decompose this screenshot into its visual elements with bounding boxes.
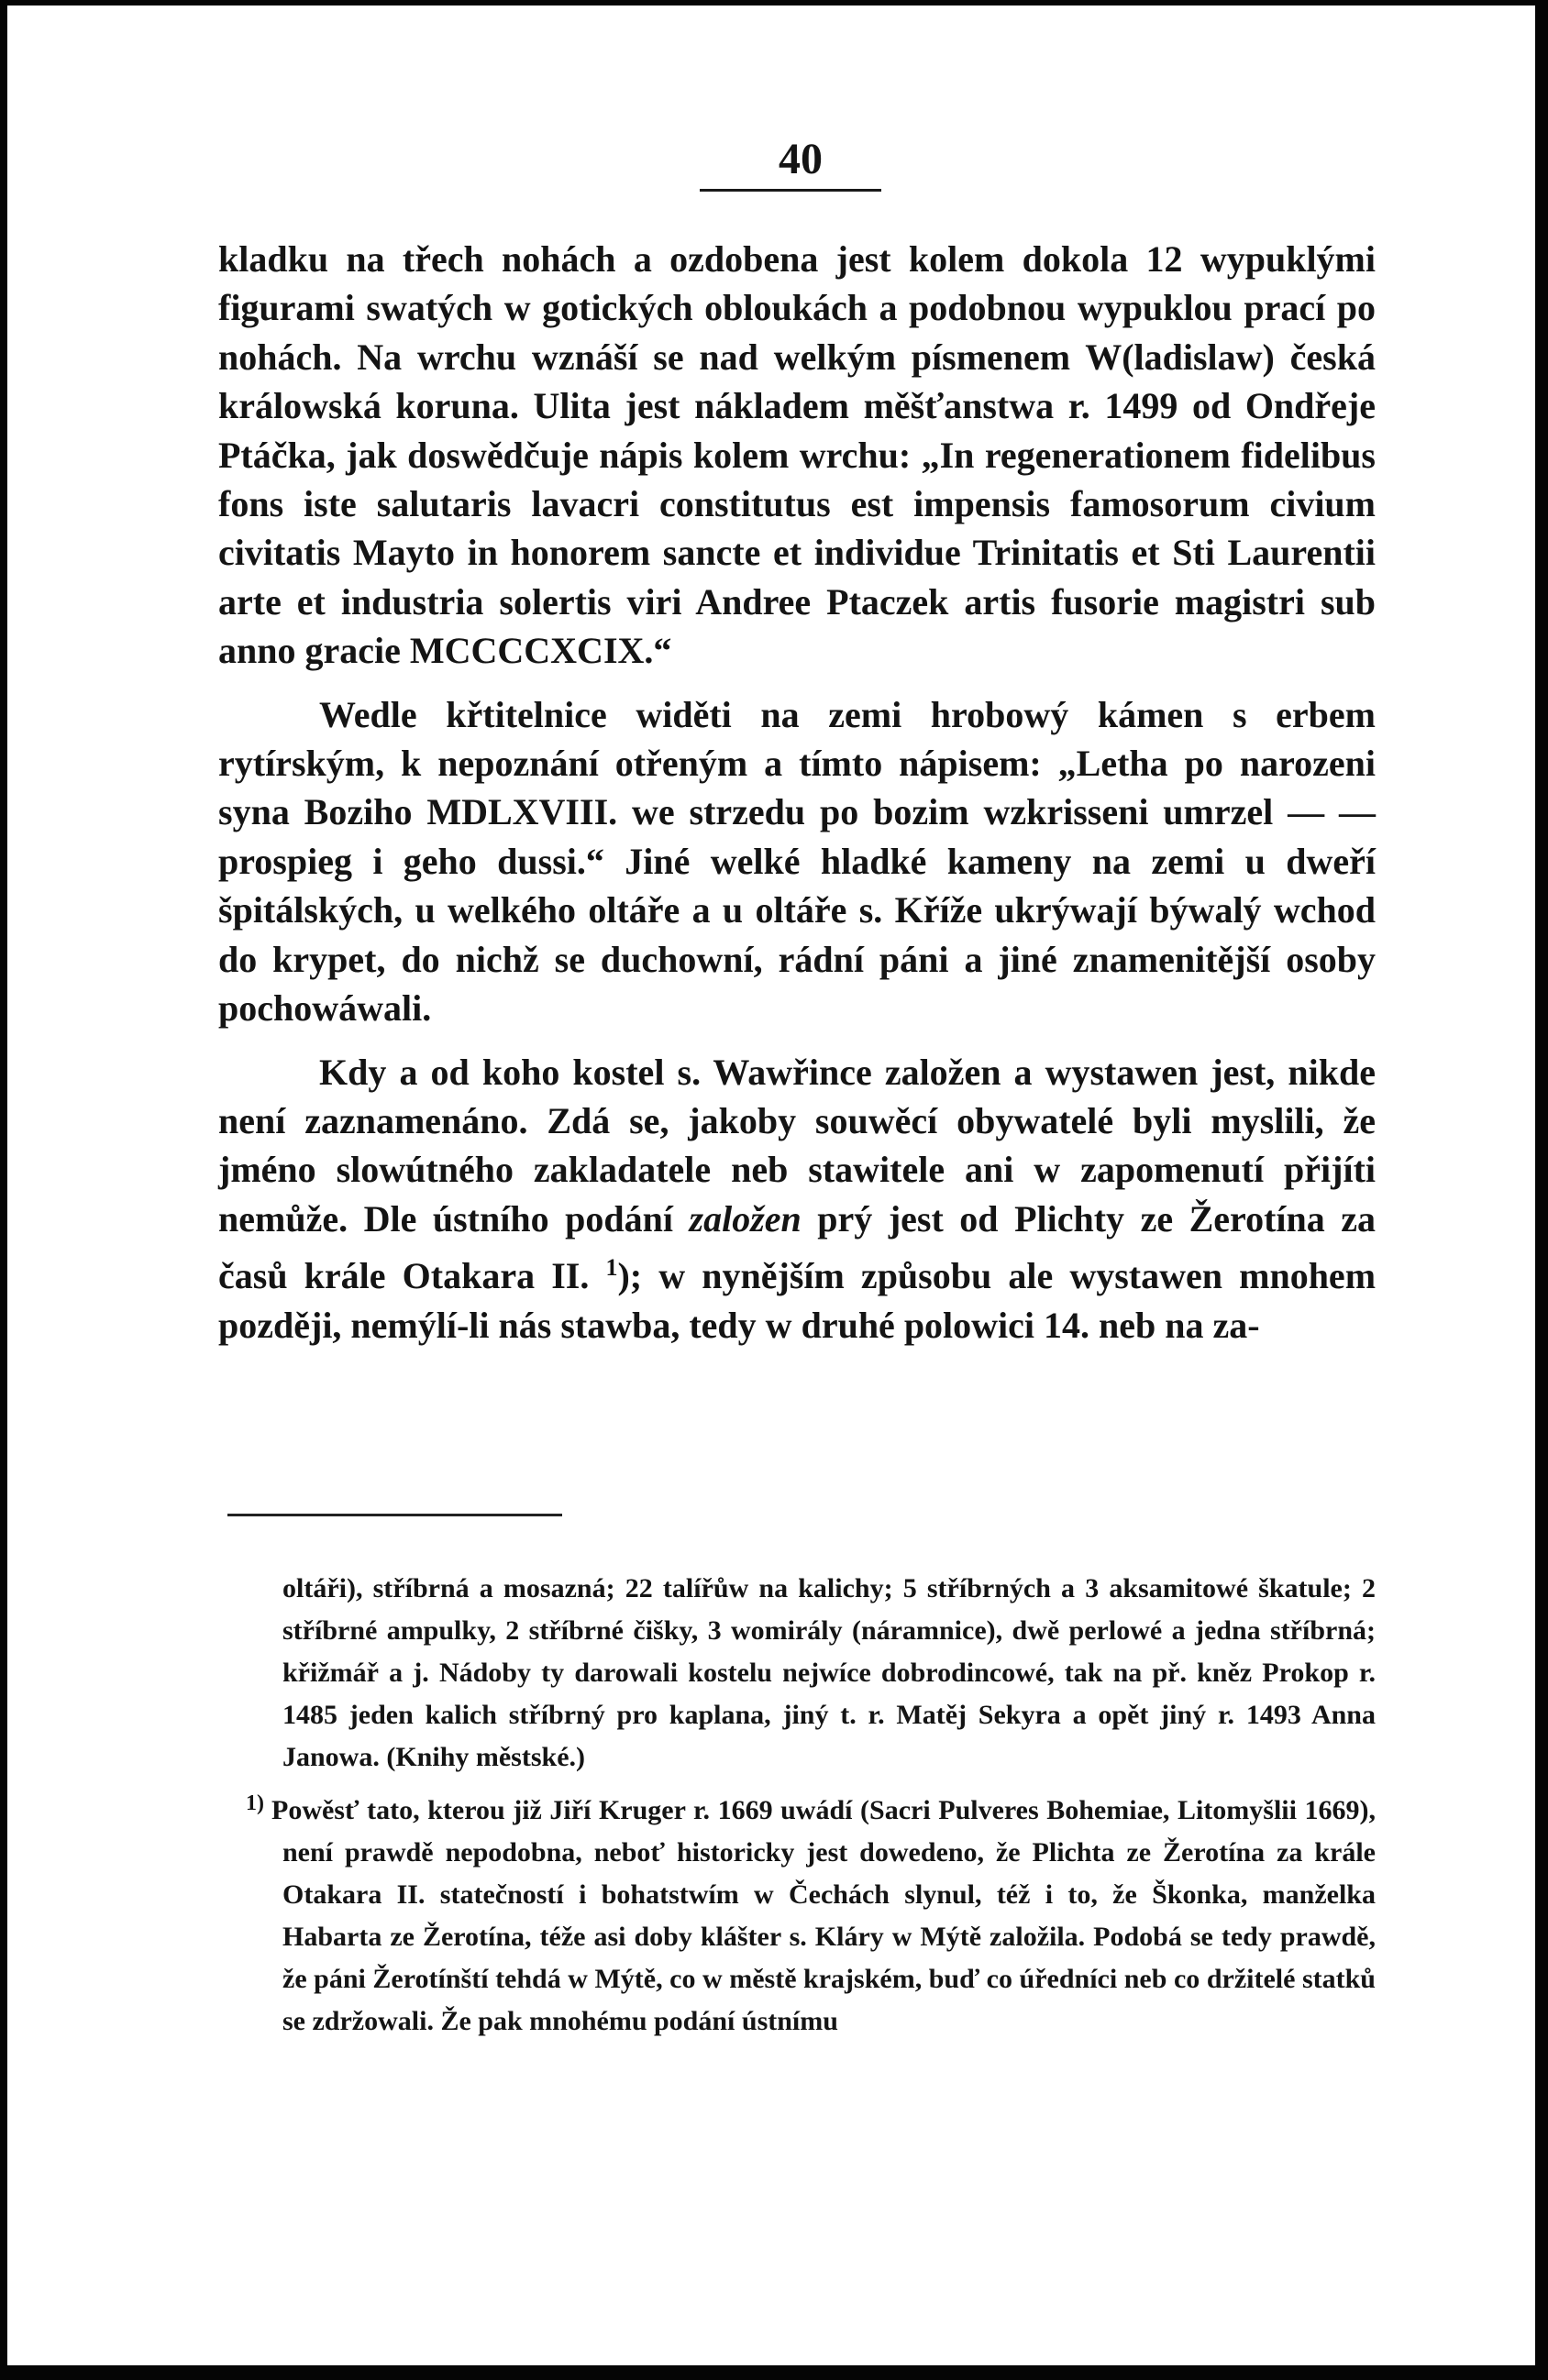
footnote-reference: 1 bbox=[605, 1254, 618, 1282]
page-number-rule bbox=[700, 189, 881, 192]
paragraph-2: Wedle křtitelnice widěti na zemi hrobowý kámen s erbem rytírským, k nepoznání otřeným a tímto nápisem: „Letha po narozeni syna Boziho MDLXVIII. we strzedu po bozim wzkrisseni umrzel — — prospieg i geho dussi.“ Jiné welké hladké kameny na zemi u dweří špitálských, u welkého oltáře a u oltáře s. Kříže ukrýwají býwalý wchod do krypet, do nichž se duchowní, rádní páni a jiné znamenitější osoby pochowáwali. bbox=[218, 693, 1376, 1030]
page-number: 40 bbox=[779, 135, 823, 183]
footnote-1-marker: 1) bbox=[246, 1791, 264, 1815]
footnote-rule bbox=[227, 1514, 562, 1516]
paragraph-3 bbox=[218, 1048, 1376, 1350]
paragraph-3-text-c: ); w nynějším způsobu ale wystawen mnohem později, nemýlí-li nás stawba, tedy w druhé polowici 14. neb na za- bbox=[218, 1255, 1377, 1346]
footnote-continued: oltáři), stříbrná a mosazná; 22 talířůw na kalichy; 5 stříbrných a 3 aksamitowé škatule; 2 stříbrné ampulky, 2 stříbrné čišky, 3 womirály (náramnice), dwě perlowé a jedna stříbrná; křižmář a j. Nádoby ty darowali kostelu nejwíce dobrodincowé, tak na př. kněz Prokop r. 1485 jeden kalich stříbrný pro kaplana, jiný t. r. Matěj Sekyra a opět jiný r. 1493 Anna Janowa. (Knihy městské.) bbox=[282, 1573, 1376, 1772]
footnotes bbox=[246, 1568, 1376, 2043]
paragraph-3-text-b: prý jest od Plichty ze Žerotína za časů krále Otakara II. bbox=[218, 1197, 1377, 1297]
paragraph-3-text-a: Kdy a od koho kostel s. Wawřince založen a wystawen jest, nikde není zaznamenáno. Zdá se, jakoby souwěcí obywatelé byli myslili, že jméno slowútného zakladatele neb stawitele ani w zapomenutí přijíti nemůže. Dle ústního podání bbox=[218, 1051, 1376, 1240]
footnote-1-text: Powěsť tato, kterou již Jiří Kruger r. 1669 uwádí (Sacri Pulveres Bohemiae, Litomyšlii 1669), není prawdě nepodobna, neboť historicky jest dowedeno, že Plichta ze Žerotína za krále Otakara II. statečností i bohatstwím w Čechách slynul, též i to, že Škonka, manželka Habarta ze Žerotína, téže asi doby klášter s. Kláry w Mýtě založila. Podobá se tedy prawdě, že páni Žerotínští tehdá w Mýtě, co w městě krajském, buď co úředníci neb co držitelé statků se zdržowali. Že pak mnohému podání ústnímu bbox=[271, 1795, 1376, 2036]
footnote-1 bbox=[246, 1782, 1376, 2043]
main-text bbox=[218, 235, 1376, 1350]
paragraph-1: kladku na třech nohách a ozdobena jest kolem dokola 12 wypuklými figurami swatých w gotických obloukách a podobnou wypuklou prací po nohách. Na wrchu wznáší se nad welkým písmenem W(ladislaw) česká králowská koruna. Ulita jest nákladem měšťanstwa r. 1499 od Ondřeje Ptáčka, jak doswědčuje nápis kolem wrchu: „In regenerationem fidelibus fons iste salutaris lavacri constitutus est impensis famosorum civium civitatis Mayto in honorem sancte et individue Trinitatis et Sti Laurentii arte et industria solertis viri Andree Ptaczek artis fusorie magistri sub anno gracie MCCCCXCIX.“ bbox=[218, 238, 1376, 672]
paragraph-3-italic: založen bbox=[689, 1197, 802, 1240]
book-page bbox=[7, 6, 1535, 2365]
